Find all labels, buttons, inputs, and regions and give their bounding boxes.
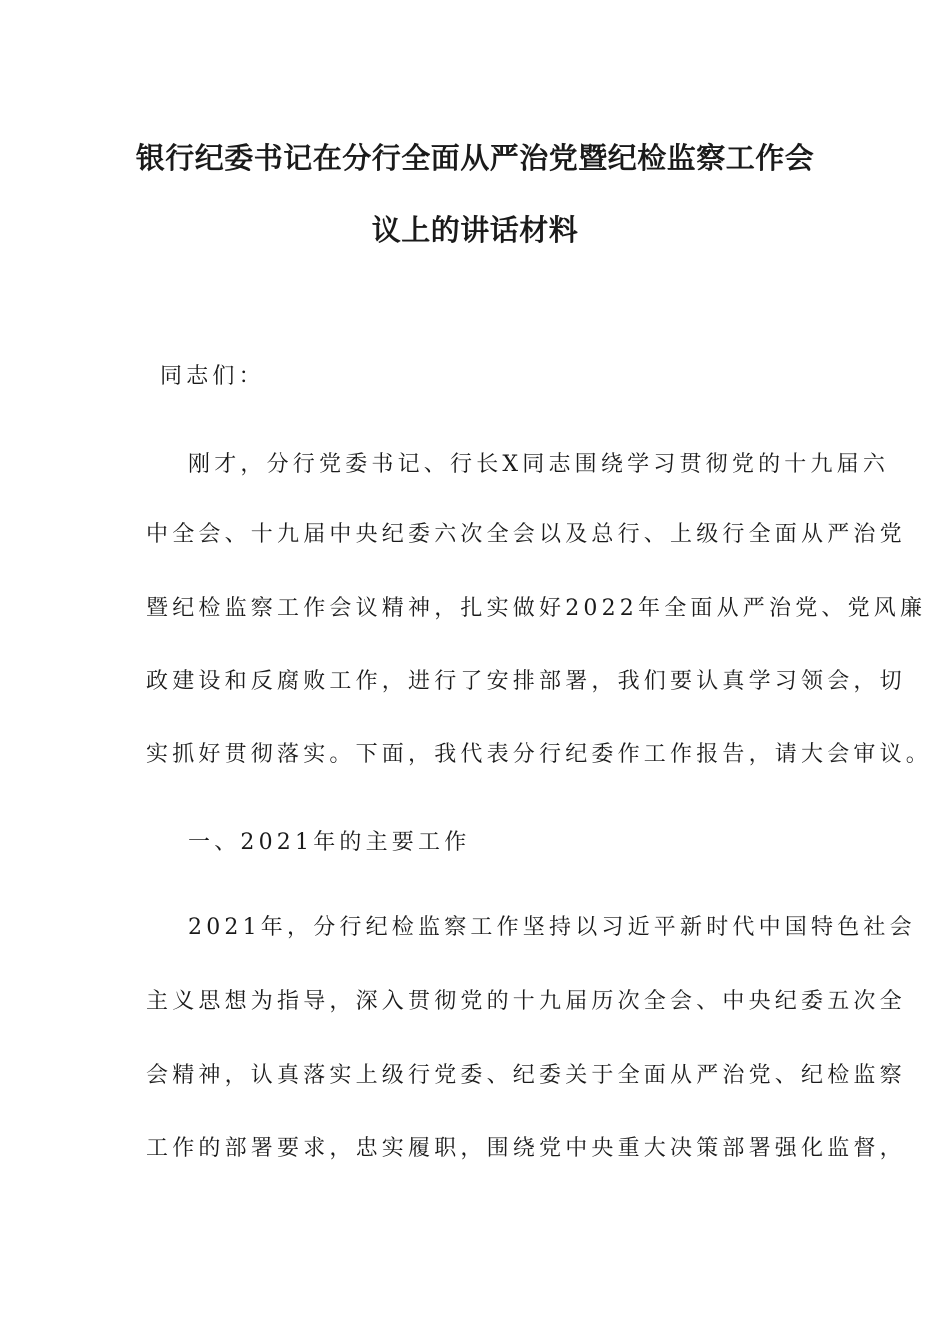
paragraph-1-line-2: 中全会、十九届中央纪委六次全会以及总行、上级行全面从严治党 [146,522,906,547]
paragraph-1-line-4: 政建设和反腐败工作，进行了安排部署，我们要认真学习领会，切 [146,669,906,694]
paragraph-1-line-3: 暨纪检监察工作会议精神，扎实做好2022年全面从严治党、党风廉 [146,596,927,621]
paragraph-2-line-2: 主义思想为指导，深入贯彻党的十九届历次全会、中央纪委五次全 [146,989,906,1014]
paragraph-2-line-3: 会精神，认真落实上级行党委、纪委关于全面从严治党、纪检监察 [146,1063,906,1088]
document-title-line-2: 议上的讲话材料 [371,213,579,247]
paragraph-2-line-4: 工作的部署要求，忠实履职，围绕党中央重大决策部署强化监督， [146,1136,906,1161]
paragraph-2-line-1: 2021年，分行纪检监察工作坚持以习近平新时代中国特色社会 [188,915,916,940]
document-title-line-1: 银行纪委书记在分行全面从严治党暨纪检监察工作会 [135,141,815,175]
paragraph-1-line-5: 实抓好贯彻落实。下面，我代表分行纪委作工作报告，请大会审议。 [146,742,933,767]
salutation: 同志们： [160,364,265,389]
paragraph-1-line-1: 刚才，分行党委书记、行长X同志围绕学习贯彻党的十九届六 [188,452,890,477]
section-heading: 一、2021年的主要工作 [188,830,471,855]
